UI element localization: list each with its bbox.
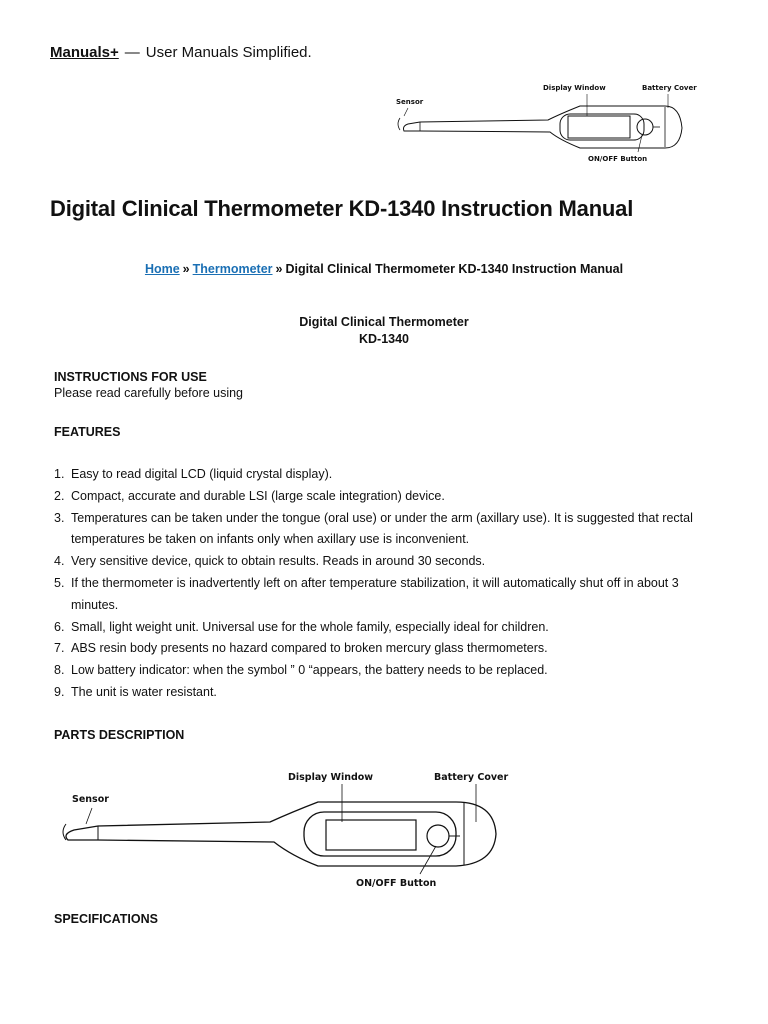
feature-item: [54, 660, 719, 682]
site-tagline: User Manuals Simplified.: [145, 44, 312, 61]
feature-number: 2.: [54, 488, 65, 503]
feature-item: [54, 682, 719, 704]
label-sensor: Sensor: [72, 794, 109, 805]
feature-number: 9.: [54, 684, 65, 699]
site-header: [50, 44, 312, 61]
breadcrumb-home-link[interactable]: Home: [144, 262, 180, 276]
feature-text: Temperatures can be taken under the tongue (oral use) or under the arm (axillary use). It is suggested that rectal temperatures be taken on infants only when axillary use is inconvenient.: [71, 510, 693, 547]
feature-number: 5.: [54, 575, 65, 590]
feature-text: ABS resin body presents no hazard compared to broken mercury glass thermometers.: [71, 641, 548, 656]
feature-text: The unit is water resistant.: [71, 684, 217, 699]
product-name: Digital Clinical Thermometer: [299, 315, 469, 329]
feature-number: 1.: [54, 467, 65, 481]
instructions-title: INSTRUCTIONS FOR USE: [54, 370, 207, 384]
breadcrumb-separator: »: [182, 262, 190, 276]
feature-item: [54, 617, 719, 639]
thermometer-diagram-small: [380, 78, 700, 168]
feature-text: Very sensitive device, quick to obtain results. Reads in around 30 seconds.: [71, 554, 486, 569]
feature-item: [54, 464, 719, 486]
breadcrumb-current: Digital Clinical Thermometer KD-1340 Instruction Manual: [285, 262, 624, 276]
feature-item: [54, 551, 719, 573]
feature-text: Compact, accurate and durable LSI (large scale integration) device.: [71, 488, 445, 503]
breadcrumb: [0, 262, 768, 276]
product-model: KD-1340: [358, 332, 410, 346]
feature-text: Low battery indicator: when the symbol ” 0 “appears, the battery needs to be replaced.: [71, 663, 548, 678]
thermometer-diagram-large: [56, 766, 526, 896]
feature-number: 7.: [54, 641, 65, 656]
features-title: FEATURES: [54, 425, 121, 439]
feature-text: Small, light weight unit. Universal use for the whole family, especially ideal for children.: [71, 619, 549, 634]
page-title: Digital Clinical Thermometer KD-1340 Instruction Manual: [50, 196, 634, 221]
features-list: [54, 464, 719, 704]
header-dash: —: [124, 44, 140, 61]
feature-text: Easy to read digital LCD (liquid crystal display).: [71, 467, 333, 481]
feature-text: If the thermometer is inadvertently left on after temperature stabilization, it will automatically shut off in about 3 minutes.: [71, 575, 679, 612]
feature-number: 3.: [54, 510, 65, 525]
feature-item: [54, 573, 719, 617]
label-display-window: Display Window: [288, 772, 374, 783]
feature-item: [54, 508, 719, 552]
breadcrumb-separator: »: [275, 262, 283, 276]
feature-number: 6.: [54, 619, 65, 634]
label-display-window: Display Window: [543, 84, 606, 92]
label-battery-cover: Battery Cover: [642, 84, 697, 92]
label-on-off-button: ON/OFF Button: [356, 878, 437, 889]
feature-item: [54, 486, 719, 508]
breadcrumb-category-link[interactable]: Thermometer: [192, 262, 273, 276]
specifications-title: SPECIFICATIONS: [54, 912, 158, 926]
brand-link[interactable]: Manuals+: [50, 44, 119, 61]
instructions-subtitle: Please read carefully before using: [54, 386, 244, 400]
feature-item: [54, 638, 719, 660]
instructions-section: [54, 369, 243, 401]
document-heading: [0, 314, 768, 348]
parts-description-title: PARTS DESCRIPTION: [54, 728, 185, 742]
label-sensor: Sensor: [396, 98, 424, 106]
feature-number: 8.: [54, 663, 65, 678]
label-battery-cover: Battery Cover: [434, 772, 509, 783]
feature-number: 4.: [54, 554, 65, 569]
label-on-off-button: ON/OFF Button: [588, 155, 648, 163]
